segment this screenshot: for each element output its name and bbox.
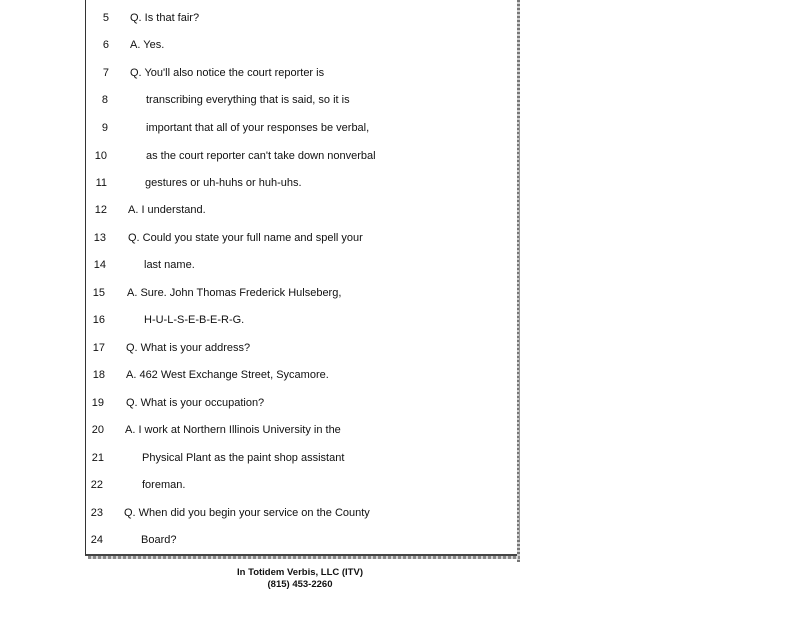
line-text: A. Sure. John Thomas Frederick Hulseberg, — [127, 287, 342, 299]
line-number: 22 — [90, 479, 103, 491]
scan-edge-line — [519, 120, 520, 540]
line-text: Q. You'll also notice the court reporter is — [130, 67, 325, 79]
line-number: 18 — [92, 369, 105, 381]
line-text: foreman. — [142, 479, 186, 491]
line-number: 16 — [92, 314, 105, 326]
page-bottom-shadow — [88, 556, 520, 559]
line-number: 8 — [101, 94, 108, 106]
line-number: 24 — [90, 534, 103, 546]
line-number: 11 — [95, 177, 107, 189]
line-number: 15 — [92, 287, 105, 299]
line-number: 14 — [93, 259, 106, 271]
line-text: Q. What is your occupation? — [126, 397, 265, 409]
line-number: 21 — [91, 452, 104, 464]
line-text: gestures or uh-huhs or huh-uhs. — [145, 177, 302, 189]
line-number: 20 — [91, 424, 104, 436]
line-text: Q. Could you state your full name and spell your — [128, 232, 363, 244]
line-text: A. I work at Northern Illinois University in the — [125, 424, 341, 436]
line-text: Physical Plant as the paint shop assistant — [142, 452, 345, 464]
line-number: 5 — [102, 12, 109, 24]
line-number: 7 — [102, 67, 109, 79]
line-number: 9 — [101, 122, 108, 134]
line-text: important that all of your responses be verbal, — [146, 122, 370, 134]
line-text: Q. When did you begin your service on the County — [124, 507, 370, 519]
line-number: 23 — [90, 507, 103, 519]
footer-phone: (815) 453-2260 — [267, 579, 333, 590]
line-text: last name. — [144, 259, 195, 271]
line-text: A. 462 West Exchange Street, Sycamore. — [126, 369, 329, 381]
line-text: A. I understand. — [128, 204, 206, 216]
line-text: Q. Is that fair? — [130, 12, 200, 24]
line-text: as the court reporter can't take down nonverbal — [146, 150, 376, 162]
footer-company: In Totidem Verbis, LLC (ITV) — [237, 567, 363, 578]
line-text: transcribing everything that is said, so it is — [146, 94, 350, 106]
line-number: 12 — [94, 204, 107, 216]
line-number: 6 — [102, 39, 109, 51]
line-text: Board? — [141, 534, 177, 546]
line-text: H-U-L-S-E-B-E-R-G. — [144, 314, 245, 326]
line-number: 13 — [93, 232, 106, 244]
line-text: A. Yes. — [130, 39, 165, 51]
line-number: 17 — [92, 342, 105, 354]
line-number: 19 — [91, 397, 104, 409]
line-text: Q. What is your address? — [126, 342, 251, 354]
line-number: 10 — [94, 150, 107, 162]
transcript-page — [85, 0, 519, 556]
